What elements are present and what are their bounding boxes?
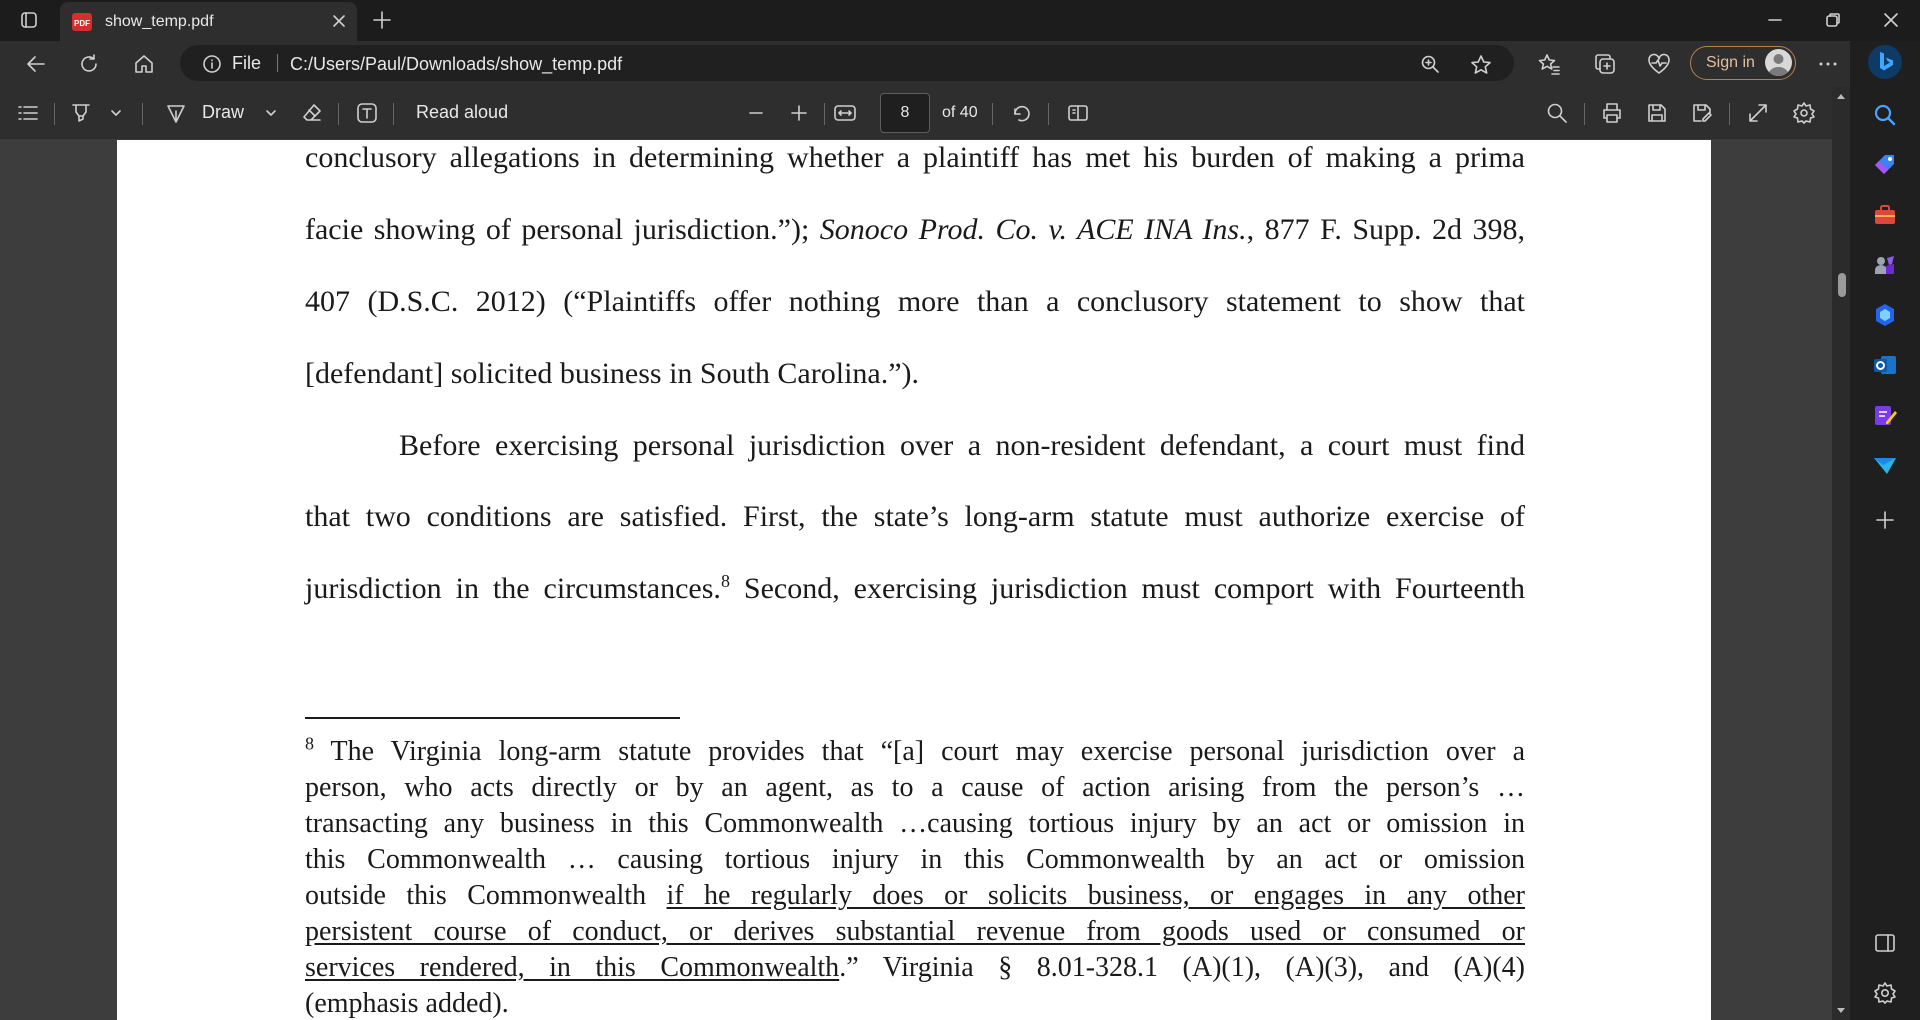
sign-in-label: Sign in: [1706, 54, 1755, 71]
text-span: .” Virginia § 8.01-328.1 (A)(1), (A)(3), and (A)(4): [839, 952, 1525, 983]
more-options-icon[interactable]: [1816, 52, 1840, 76]
url-text[interactable]: C:/Users/Paul/Downloads/show_temp.pdf: [290, 54, 623, 74]
navigation-bar: [0, 41, 1920, 87]
page-view-icon[interactable]: [1066, 101, 1090, 125]
tab-actions-icon[interactable]: [20, 11, 38, 29]
pdf-page: [117, 140, 1711, 1020]
footnote-line: this Commonwealth … causing tortious injury in this Commonwealth by an act or omission: [305, 844, 1525, 875]
save-icon[interactable]: [1645, 101, 1669, 125]
eraser-icon[interactable]: [300, 101, 324, 125]
scroll-down-icon[interactable]: [1832, 1004, 1850, 1018]
toolbar-divider: [824, 103, 825, 125]
fit-to-width-icon[interactable]: [833, 101, 857, 125]
scheme-label: File: [232, 53, 262, 73]
read-aloud-button[interactable]: Read aloud: [416, 102, 509, 122]
toolbar-divider: [1584, 103, 1585, 125]
zoom-in-icon[interactable]: [787, 101, 811, 125]
text-span: facie showing of personal jurisdiction.”);: [305, 213, 820, 246]
zoom-icon[interactable]: [1420, 54, 1440, 74]
games-icon[interactable]: [1872, 252, 1898, 278]
draw-button[interactable]: Draw: [202, 102, 245, 122]
edge-sidebar: [1850, 41, 1920, 1020]
note-editor-icon[interactable]: [1872, 402, 1898, 428]
highlight-icon[interactable]: [69, 101, 93, 125]
scrollbar-thumb[interactable]: [1838, 273, 1846, 297]
body-text-line: [305, 212, 1525, 248]
toolbar-divider: [142, 103, 143, 125]
toolbar-divider: [338, 103, 339, 125]
tab-active[interactable]: [60, 2, 357, 41]
avatar: [1765, 49, 1792, 76]
svg-text:PDF: PDF: [74, 19, 90, 28]
footnote-separator: [305, 717, 680, 719]
draw-icon[interactable]: [164, 101, 188, 125]
scroll-up-icon[interactable]: [1832, 89, 1850, 103]
info-icon[interactable]: [202, 54, 222, 74]
text-box-icon[interactable]: [355, 101, 379, 125]
minimize-icon[interactable]: [1766, 11, 1784, 29]
footnote-line: [305, 950, 1525, 986]
save-as-icon[interactable]: [1690, 101, 1714, 125]
drop-send-icon[interactable]: [1872, 452, 1898, 478]
footnote-line: [305, 734, 1525, 770]
rotate-icon[interactable]: [1010, 101, 1034, 125]
pdf-toolbar: [0, 87, 1832, 140]
footnote-line: person, who acts directly or by an agent, as to a cause of action arising from the person’s …: [305, 772, 1525, 803]
text-span: outside this Commonwealth: [305, 880, 667, 911]
body-text-line: [defendant] solicited business in South Carolina.”).: [305, 357, 920, 390]
chevron-down-icon[interactable]: [263, 101, 279, 125]
footnote-number: 8: [305, 733, 314, 754]
text-span: Second, exercising jurisdiction must comport with Fourteenth: [743, 572, 1526, 605]
emphasis-text: if he regularly does or solicits business, or engages in any other: [666, 880, 1525, 911]
footnote-line: [305, 878, 1525, 914]
table-of-contents-icon[interactable]: [16, 101, 40, 125]
body-text-line: 407 (D.S.C. 2012) (“Plaintiffs offer nothing more than a conclusory statement to show that: [305, 285, 1525, 318]
favorites-icon[interactable]: [1537, 52, 1561, 76]
copilot-designer-icon[interactable]: [1872, 302, 1898, 328]
sidebar-settings-gear-icon[interactable]: [1872, 980, 1898, 1006]
close-window-icon[interactable]: [1882, 11, 1900, 29]
new-tab-icon[interactable]: [371, 9, 393, 31]
vertical-scrollbar[interactable]: [1832, 87, 1850, 1020]
page-number-input[interactable]: 8: [880, 93, 930, 133]
add-sidebar-app-icon[interactable]: [1872, 507, 1898, 533]
body-text-line: that two conditions are satisfied. First, the state’s long-arm statute must authorize exercise of: [305, 500, 1525, 533]
body-text-line: [305, 571, 1525, 607]
address-separator: [277, 54, 278, 72]
text-span: , 877 F. Supp. 2d 398,: [1246, 213, 1525, 246]
address-bar[interactable]: [180, 45, 1514, 81]
text-span: jurisdiction in the circumstances.: [305, 572, 721, 605]
tab-strip: [0, 0, 1920, 41]
tools-briefcase-icon[interactable]: [1872, 202, 1898, 228]
toolbar-divider: [54, 103, 55, 125]
shopping-tag-icon[interactable]: [1872, 152, 1898, 178]
search-icon[interactable]: [1872, 102, 1898, 128]
collections-icon[interactable]: [1593, 52, 1617, 76]
pdf-viewer[interactable]: [0, 140, 1832, 1020]
page-count: of 40: [942, 104, 978, 121]
browser-essentials-icon[interactable]: [1647, 52, 1671, 76]
restore-icon[interactable]: [1824, 11, 1842, 29]
outlook-icon[interactable]: [1872, 352, 1898, 378]
full-screen-icon[interactable]: [1746, 101, 1770, 125]
body-text-line: conclusory allegations in determining whether a plaintiff has met his burden of making a prima: [305, 141, 1525, 174]
favorite-star-icon[interactable]: [1470, 54, 1492, 76]
tab-title: show_temp.pdf: [105, 13, 214, 30]
toolbar-divider: [1048, 103, 1049, 125]
back-arrow-icon[interactable]: [24, 52, 48, 76]
footnote-line: transacting any business in this Commonwealth …causing tortious injury by an act or omission in: [305, 808, 1525, 839]
pdf-file-icon: [71, 12, 93, 32]
footnote-line: persistent course of conduct, or derives substantial revenue from goods used or consumed or: [305, 916, 1525, 947]
toolbar-divider: [992, 103, 993, 125]
print-icon[interactable]: [1600, 101, 1624, 125]
search-icon[interactable]: [1545, 101, 1569, 125]
zoom-out-icon[interactable]: [744, 101, 768, 125]
toolbar-divider: [393, 103, 394, 125]
body-text-line: Before exercising personal jurisdiction over a non-resident defendant, a court must find: [399, 429, 1525, 462]
close-tab-icon[interactable]: [331, 13, 347, 29]
chevron-down-icon[interactable]: [108, 101, 124, 125]
home-icon[interactable]: [132, 52, 156, 76]
copilot-icon[interactable]: [1867, 44, 1903, 80]
sign-in-button[interactable]: [1690, 46, 1796, 80]
case-name: Sonoco Prod. Co. v. ACE INA Ins.: [819, 213, 1247, 246]
footnote-line: (emphasis added).: [305, 988, 509, 1019]
settings-gear-icon[interactable]: [1792, 101, 1816, 125]
text-span: The Virginia long-arm statute provides that “[a] court may exercise personal jurisdiction over a: [330, 736, 1525, 767]
toolbar-divider: [1729, 103, 1730, 125]
refresh-icon[interactable]: [77, 52, 101, 76]
hide-sidebar-icon[interactable]: [1872, 930, 1898, 956]
emphasis-text: services rendered, in this Commonwealth: [305, 952, 840, 983]
footnote-reference[interactable]: 8: [720, 571, 730, 591]
